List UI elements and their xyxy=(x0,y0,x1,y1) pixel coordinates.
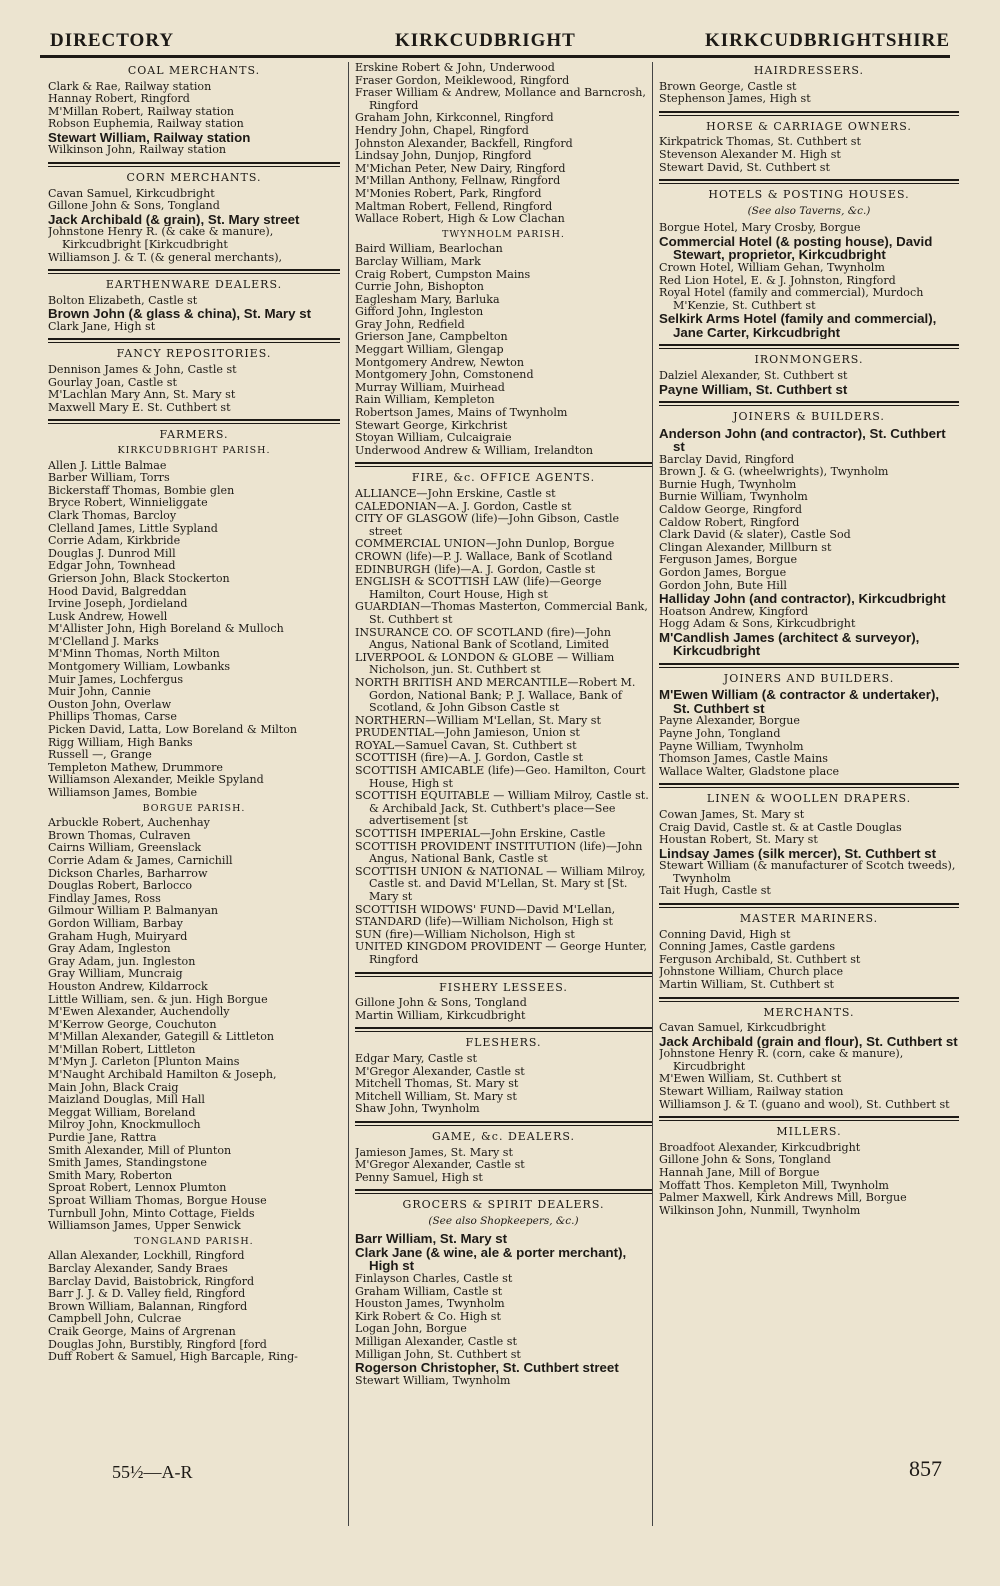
directory-entry: Brown Thomas, Culraven xyxy=(48,829,191,842)
directory-entry: Dickson Charles, Barharrow xyxy=(48,867,208,880)
directory-entry: Corrie Adam, Kirkbride xyxy=(48,535,181,548)
directory-entry: Houstan Robert, St. Mary st xyxy=(659,834,818,847)
directory-entry: Corrie Adam & James, Carnichill xyxy=(48,854,233,867)
directory-entry: Robson Euphemia, Railway station xyxy=(48,118,244,131)
directory-entry: Hood David, Balgreddan xyxy=(48,585,187,598)
directory-entry: Milligan John, St. Cuthbert st xyxy=(355,1348,521,1361)
directory-entry: Barclay David, Ringford xyxy=(659,453,795,466)
directory-entry: Wilkinson John, Nunmill, Twynholm xyxy=(659,1204,861,1217)
directory-entry: Duff Robert & Samuel, High Barcaple, Ring- xyxy=(48,1351,298,1364)
directory-entry: Barclay William, Mark xyxy=(355,255,481,268)
directory-entry: Smith Mary, Roberton xyxy=(48,1169,173,1182)
section-heading: GROCERS & SPIRIT DEALERS. xyxy=(402,1198,605,1212)
section-heading: HORSE & CARRIAGE OWNERS. xyxy=(706,119,912,133)
directory-entry: M'Candlish James (architect & surveyor), Kirkcudbright xyxy=(659,630,920,658)
directory-entry: Williamson J. & T. (guano and wool), St. Cuthbert st xyxy=(659,1098,950,1111)
directory-entry: Cavan Samuel, Kirkcudbright xyxy=(659,1022,826,1035)
directory-entry: Gourlay Joan, Castle st xyxy=(48,376,177,389)
directory-entry: Burnie Hugh, Twynholm xyxy=(659,478,797,491)
directory-entry: Underwood Andrew & William, Irelandton xyxy=(355,444,594,457)
directory-entry: Douglas Robert, Barlocco xyxy=(48,880,193,893)
section-divider xyxy=(355,1121,652,1126)
directory-entry: NORTHERN—William M'Lellan, St. Mary st xyxy=(355,714,601,727)
directory-entry: Campbell John, Culcrae xyxy=(48,1313,182,1326)
page-header xyxy=(40,30,950,56)
directory-entry: Houston James, Twynholm xyxy=(355,1298,505,1311)
directory-entry: Thomson James, Castle Mains xyxy=(659,753,828,766)
directory-entry: Selkirk Arms Hotel (family and commercial), Jane Carter, Kirkcudbright xyxy=(659,312,937,340)
directory-entry: Robertson James, Mains of Twynholm xyxy=(355,407,568,420)
directory-entry: Clark Jane (& wine, ale & porter merchant), High st xyxy=(355,1245,627,1273)
directory-entry: EDINBURGH (life)—A. J. Gordon, Castle st xyxy=(355,563,596,576)
directory-entry: Barr J. J. & D. Valley field, Ringford xyxy=(48,1288,246,1301)
directory-entry: Barber William, Torrs xyxy=(48,472,170,485)
header-right: KIRKCUDBRIGHTSHIRE xyxy=(705,30,950,51)
directory-entry: Palmer Maxwell, Kirk Andrews Mill, Borgue xyxy=(659,1192,907,1205)
section-divider xyxy=(355,1189,652,1194)
directory-entry: Little William, sen. & jun. High Borgue xyxy=(48,993,268,1006)
directory-entry: Lusk Andrew, Howell xyxy=(48,610,168,623)
directory-entry: M'Millan Alexander, Gategill & Littleton xyxy=(48,1031,275,1044)
directory-entry: Meggart William, Glengap xyxy=(355,344,504,357)
directory-entry: M'Ewen Alexander, Auchendolly xyxy=(48,1006,230,1019)
directory-entry: Broadfoot Alexander, Kirkcudbright xyxy=(659,1141,861,1154)
header-center: KIRKCUDBRIGHT xyxy=(395,30,576,51)
directory-entry: Maxwell Mary E. St. Cuthbert st xyxy=(48,401,231,414)
directory-entry: Meggat William, Boreland xyxy=(48,1106,196,1119)
directory-entry: Craik George, Mains of Argrenan xyxy=(48,1325,236,1338)
page-number: 857 xyxy=(909,1456,942,1481)
directory-entry: Brown John (& glass & china), St. Mary st xyxy=(48,307,312,321)
directory-entry: Russell —, Grange xyxy=(48,749,152,762)
parish-heading: TWYNHOLM PARISH. xyxy=(442,228,565,240)
directory-entry: Maizland Douglas, Mill Hall xyxy=(48,1094,205,1107)
directory-entry: Conning David, High st xyxy=(659,928,791,941)
directory-entry: Williamson J. & T. (& general merchants), xyxy=(48,251,283,264)
directory-entry: Johnston Alexander, Backfell, Ringford xyxy=(355,137,573,150)
directory-entry: Barclay Alexander, Sandy Braes xyxy=(48,1262,228,1275)
directory-entry: Murray William, Muirhead xyxy=(355,381,505,394)
directory-entry: Eaglesham Mary, Barluka xyxy=(355,293,500,306)
section-divider xyxy=(48,162,340,167)
directory-entry: Baird William, Bearlochan xyxy=(355,243,503,256)
directory-entry: NORTH BRITISH AND MERCANTILE—Robert M. Gordon, National Bank; P. J. Wallace, Bank of Scotland, & John Gibson Castle st xyxy=(355,676,636,715)
directory-entry: STANDARD (life)—William Nicholson, High st xyxy=(355,916,613,929)
directory-entry: Payne William, St. Cuthbert st xyxy=(659,382,848,396)
directory-entry: Brown George, Castle st xyxy=(659,80,797,93)
directory-entry: ROYAL—Samuel Cavan, St. Cuthbert st xyxy=(355,739,577,752)
directory-entry: Cowan James, St. Mary st xyxy=(659,808,805,821)
directory-entry: Hendry John, Chapel, Ringford xyxy=(355,124,529,137)
directory-entry: Hogg Adam & Sons, Kirkcudbright xyxy=(659,618,856,631)
directory-entry: Hoatson Andrew, Kingford xyxy=(659,605,809,618)
directory-entry: Rogerson Christopher, St. Cuthbert street xyxy=(355,1361,619,1375)
section-heading: FISHERY LESSEES. xyxy=(439,980,568,994)
directory-entry: Gordon James, Borgue xyxy=(659,566,787,579)
directory-entry: Allen J. Little Balmae xyxy=(48,459,167,472)
directory-entry: Gillone John & Sons, Tongland xyxy=(48,200,220,213)
directory-entry: SCOTTISH AMICABLE (life)—Geo. Hamilton, Court House, High st xyxy=(355,765,646,790)
directory-entry: M'Ewen William, St. Cuthbert st xyxy=(659,1073,842,1086)
directory-entry: Johnstone William, Church place xyxy=(659,966,844,979)
section-heading: GAME, &c. DEALERS. xyxy=(431,1129,575,1143)
directory-entry: Sproat William Thomas, Borgue House xyxy=(48,1195,267,1207)
directory-entry: Royal Hotel (family and commercial), Murdoch M'Kenzie, St. Cuthbert st xyxy=(659,287,924,312)
directory-entry: M'Minn Thomas, North Milton xyxy=(48,648,220,661)
directory-entry: Purdie Jane, Rattra xyxy=(48,1132,157,1145)
section-heading: FANCY REPOSITORIES. xyxy=(116,347,272,361)
section-divider xyxy=(659,344,959,349)
section-heading: CORN MERCHANTS. xyxy=(126,171,262,185)
directory-entry: ALLIANCE—John Erskine, Castle st xyxy=(355,488,556,500)
directory-entry: Payne William, Twynholm xyxy=(659,740,804,753)
directory-entry: Wallace Robert, High & Low Clachan xyxy=(355,213,565,226)
directory-entry: Dennison James & John, Castle st xyxy=(48,364,237,376)
directory-entry: Ferguson James, Borgue xyxy=(659,554,798,567)
directory-entry: Douglas John, Burstibly, Ringford [ford xyxy=(48,1338,267,1351)
directory-entry: Montgomery Andrew, Newton xyxy=(355,356,525,369)
signature-mark: 55½—A-R xyxy=(112,1462,193,1482)
directory-entry: Cairns William, Greenslack xyxy=(48,842,202,855)
directory-entry: M'Myn J. Carleton [Plunton Mains xyxy=(48,1056,240,1069)
directory-entry: SCOTTISH EQUITABLE — William Milroy, Castle st. & Archibald Jack, St. Cuthbert's place—See advertisement [st xyxy=(355,790,649,828)
section-divider xyxy=(48,269,340,274)
section-heading: EARTHENWARE DEALERS. xyxy=(105,278,283,292)
section-divider xyxy=(659,783,959,788)
directory-entry: Stewart George, Kirkchrist xyxy=(355,419,508,432)
section-divider xyxy=(659,663,959,668)
directory-entry: Caldow Robert, Ringford xyxy=(659,516,800,529)
directory-entry: Jamieson James, St. Mary st xyxy=(355,1146,513,1159)
directory-entry: Main John, Black Craig xyxy=(48,1081,179,1094)
directory-entry: Brown J. & G. (wheelwrights), Twynholm xyxy=(659,466,889,479)
directory-entry: Hannah Jane, Mill of Borgue xyxy=(659,1167,820,1180)
directory-entry: Finlayson Charles, Castle st xyxy=(355,1272,513,1285)
directory-entry: Currie John, Bishopton xyxy=(355,281,484,294)
directory-entry: Stevenson Alexander M. High st xyxy=(659,148,841,161)
directory-entry: Bryce Robert, Winnieliggate xyxy=(48,497,208,510)
header-rule xyxy=(40,55,950,58)
directory-entry: Cavan Samuel, Kirkcudbright xyxy=(48,187,215,200)
directory-entry: INSURANCE CO. OF SCOTLAND (fire)—John Angus, National Bank of Scotland, Limited xyxy=(355,626,612,652)
directory-entry: Stewart William, Twynholm xyxy=(355,1374,511,1387)
section-divider xyxy=(355,972,652,977)
parish-heading: KIRKCUDBRIGHT PARISH. xyxy=(117,444,271,456)
directory-entry: M'Michan Peter, New Dairy, Ringford xyxy=(355,162,566,175)
directory-entry: Sproat Robert, Lennox Plumton xyxy=(48,1182,227,1195)
section-note: (See also Taverns, &c.) xyxy=(747,204,871,217)
parish-heading: TONGLAND PARISH. xyxy=(134,1235,254,1247)
directory-entry: CITY OF GLASGOW (life)—John Gibson, Castle street xyxy=(355,513,620,538)
directory-entry: Johnstone Henry R. (corn, cake & manure), Kircudbright xyxy=(659,1048,904,1073)
section-heading: COAL MERCHANTS. xyxy=(127,64,261,77)
directory-entry: Stoyan William, Culcaigraie xyxy=(355,432,512,445)
directory-entry: Fraser Gordon, Meiklewood, Ringford xyxy=(355,74,570,87)
directory-entry: Gifford John, Ingleston xyxy=(355,306,484,319)
directory-entry: Craig Robert, Cumpston Mains xyxy=(355,268,531,281)
directory-entry: Martin William, Kirkcudbright xyxy=(355,1009,526,1022)
directory-entry: Caldow George, Ringford xyxy=(659,503,802,516)
section-divider xyxy=(355,462,652,467)
directory-entry: Red Lion Hotel, E. & J. Johnston, Ringford xyxy=(659,274,896,287)
directory-entry: M'Ewen William (& contractor & undertaker), St. Cuthbert st xyxy=(659,688,940,716)
directory-entry: M'Kerrow George, Couchuton xyxy=(48,1018,217,1031)
directory-entry: Barr William, St. Mary st xyxy=(355,1232,508,1246)
directory-entry: Commercial Hotel (& posting house), David Stewart, proprietor, Kirkcudbright xyxy=(659,234,933,262)
directory-entry: Jack Archibald (grain and flour), St. Cuthbert st xyxy=(659,1034,958,1049)
section-heading: IRONMONGERS. xyxy=(754,353,864,367)
section-divider xyxy=(659,111,959,116)
directory-entry: Edgar John, Townhead xyxy=(48,560,176,573)
directory-entry: Williamson James, Upper Senwick xyxy=(48,1220,241,1233)
directory-entry: M'Millan Robert, Railway station xyxy=(48,105,235,118)
section-heading: FARMERS. xyxy=(159,428,229,442)
directory-entry: Graham Hugh, Muiryard xyxy=(48,930,188,943)
directory-entry: PRUDENTIAL—John Jamieson, Union st xyxy=(355,727,580,740)
directory-entry: Edgar Mary, Castle st xyxy=(355,1052,477,1065)
section-heading: FLESHERS. xyxy=(465,1036,542,1050)
directory-entry: Clelland James, Little Sypland xyxy=(48,522,218,535)
directory-entry: M'Lachlan Mary Ann, St. Mary st xyxy=(48,389,236,402)
directory-entry: UNITED KINGDOM PROVIDENT — George Hunter, Ringford xyxy=(355,941,648,966)
directory-entry: Mitchell William, St. Mary st xyxy=(355,1090,517,1103)
directory-entry: GUARDIAN—Thomas Masterton, Commercial Bank, St. Cuthbert st xyxy=(355,601,648,626)
directory-entry: Borgue Hotel, Mary Crosby, Borgue xyxy=(659,222,861,235)
directory-entry: Arbuckle Robert, Auchenhay xyxy=(48,817,210,830)
directory-entry: Clark Thomas, Barcloy xyxy=(48,509,177,522)
directory-entry: Bolton Elizabeth, Castle st xyxy=(48,294,198,307)
directory-entry: Kirk Robert & Co. High st xyxy=(355,1310,501,1323)
directory-entry: Penny Samuel, High st xyxy=(355,1171,483,1184)
directory-entry: Montgomery William, Lowbanks xyxy=(48,661,231,674)
directory-entry: Gray William, Muncraig xyxy=(48,968,183,981)
directory-entry: Logan John, Borgue xyxy=(355,1323,467,1336)
section-divider xyxy=(659,903,959,908)
directory-entry: M'Monies Robert, Park, Ringford xyxy=(355,187,542,200)
directory-entry: Gilmour William P. Balmanyan xyxy=(48,905,219,918)
section-heading: HAIRDRESSERS. xyxy=(753,64,865,77)
directory-entry: Gray Adam, jun. Ingleston xyxy=(48,955,196,968)
directory-entry: Montgomery John, Comstonend xyxy=(355,369,534,382)
directory-entry: Muir James, Lochfergus xyxy=(48,673,184,686)
column-3 xyxy=(652,62,959,1526)
directory-entry: Burnie William, Twynholm xyxy=(659,491,808,504)
directory-entry: Grierson Jane, Campbelton xyxy=(355,331,508,344)
directory-entry: M'Clelland J. Marks xyxy=(48,635,159,648)
directory-entry: Picken David, Latta, Low Boreland & Milton xyxy=(48,724,298,737)
directory-entry: Shaw John, Twynholm xyxy=(355,1103,480,1116)
directory-entry: Gillone John & Sons, Tongland xyxy=(355,997,527,1010)
directory-entry: Clark & Rae, Railway station xyxy=(48,80,212,93)
directory-entry: Rigg William, High Banks xyxy=(48,736,193,749)
directory-entry: Halliday John (and contractor), Kirkcudbright xyxy=(659,592,946,606)
directory-entry: ENGLISH & SCOTTISH LAW (life)—George Hamilton, Court House, High st xyxy=(355,576,602,601)
directory-entry: Johnstone Henry R. (& cake & manure), Kirkcudbright [Kirkcudbright xyxy=(48,226,274,251)
directory-entry: Craig David, Castle st. & at Castle Douglas xyxy=(659,821,902,834)
section-heading: MERCHANTS. xyxy=(763,1005,855,1019)
directory-entry: Tait Hugh, Castle st xyxy=(659,885,771,898)
section-heading: FIRE, &c. OFFICE AGENTS. xyxy=(411,471,596,485)
directory-entry: SCOTTISH UNION & NATIONAL — William Milroy, Castle st. and David M'Lellan, St. Mary st [St. Mary st xyxy=(355,865,646,903)
directory-entry: Smith Alexander, Mill of Plunton xyxy=(48,1144,232,1157)
directory-entry: Payne Alexander, Borgue xyxy=(659,715,800,728)
directory-entry: Houston Andrew, Kildarrock xyxy=(48,980,208,993)
column-1 xyxy=(48,62,340,1526)
directory-entry: Douglas J. Dunrod Mill xyxy=(48,547,176,560)
directory-entry: Conning James, Castle gardens xyxy=(659,941,836,954)
section-divider xyxy=(355,1027,652,1032)
directory-entry: Erskine Robert & John, Underwood xyxy=(355,62,555,74)
directory-entry: Ouston John, Overlaw xyxy=(48,698,172,711)
directory-entry: Dalziel Alexander, St. Cuthbert st xyxy=(659,369,848,382)
directory-entry: Irvine Joseph, Jordieland xyxy=(48,598,188,611)
directory-entry: Hannay Robert, Ringford xyxy=(48,93,190,106)
directory-entry: Mitchell Thomas, St. Mary st xyxy=(355,1078,519,1091)
directory-entry: SCOTTISH WIDOWS' FUND—David M'Lellan, xyxy=(355,903,616,916)
directory-entry: Allan Alexander, Lockhill, Ringford xyxy=(48,1250,245,1263)
header-left: DIRECTORY xyxy=(50,30,175,51)
directory-entry: Gray Adam, Ingleston xyxy=(48,943,171,956)
directory-entry: Bickerstaff Thomas, Bombie glen xyxy=(48,484,235,497)
directory-entry: Moffatt Thos. Kempleton Mill, Twynholm xyxy=(659,1179,889,1192)
directory-entry: Stewart William, Railway station xyxy=(48,130,251,145)
directory-entry: Kirkpatrick Thomas, St. Cuthbert st xyxy=(659,136,861,149)
directory-entry: M'Naught Archibald Hamilton & Joseph, xyxy=(48,1069,277,1082)
section-heading: MILLERS. xyxy=(776,1125,842,1139)
directory-entry: Muir John, Cannie xyxy=(48,686,151,699)
directory-entry: Clark Jane, High st xyxy=(48,320,156,333)
directory-entry: Lindsay John, Dunjop, Ringford xyxy=(355,150,532,163)
directory-entry: Templeton Mathew, Drummore xyxy=(48,761,223,774)
directory-entry: Fraser William & Andrew, Mollance and Barncrosh, Ringford xyxy=(355,87,646,112)
directory-entry: Lindsay James (silk mercer), St. Cuthbert st xyxy=(659,846,937,861)
section-note: (See also Shopkeepers, &c.) xyxy=(428,1214,579,1227)
directory-entry: SUN (fire)—William Nicholson, High st xyxy=(355,928,575,941)
section-divider xyxy=(659,401,959,406)
directory-entry: Wilkinson John, Railway station xyxy=(48,144,227,157)
directory-entry: Clingan Alexander, Millburn st xyxy=(659,541,832,554)
directory-entry: Maltman Robert, Fellend, Ringford xyxy=(355,200,553,213)
directory-entry: Williamson Alexander, Meikle Spyland xyxy=(48,774,264,787)
directory-entry: Milligan Alexander, Castle st xyxy=(355,1335,517,1348)
section-divider xyxy=(48,419,340,424)
directory-entry: Gordon William, Barbay xyxy=(48,917,183,930)
directory-entry: M'Millan Robert, Littleton xyxy=(48,1043,196,1056)
directory-entry: Graham John, Kirkconnel, Ringford xyxy=(355,112,554,125)
directory-entry: Gray John, Redfield xyxy=(355,318,465,331)
directory-entry: Payne John, Tongland xyxy=(659,728,781,740)
directory-entry: SCOTTISH IMPERIAL—John Erskine, Castle xyxy=(355,828,606,841)
directory-entry: Rain William, Kempleton xyxy=(355,394,495,407)
directory-entry: Turnbull John, Minto Cottage, Fields xyxy=(48,1207,255,1220)
section-heading: JOINERS & BUILDERS. xyxy=(733,410,885,423)
section-divider xyxy=(659,997,959,1002)
directory-entry: Grierson John, Black Stockerton xyxy=(48,572,230,585)
section-heading: HOTELS & POSTING HOUSES. xyxy=(708,188,910,202)
directory-entry: SCOTTISH (fire)—A. J. Gordon, Castle st xyxy=(355,752,583,765)
directory-entry: Milroy John, Knockmulloch xyxy=(48,1119,201,1132)
directory-entry: Clark David (& slater), Castle Sod xyxy=(659,529,851,542)
directory-entry: Graham William, Castle st xyxy=(355,1285,503,1298)
directory-entry: Ferguson Archibald, St. Cuthbert st xyxy=(659,953,861,966)
column-2 xyxy=(348,62,652,1526)
directory-entry: Smith James, Standingstone xyxy=(48,1157,207,1170)
directory-entry: M'Allister John, High Boreland & Mulloch xyxy=(48,623,284,636)
directory-entry: COMMERCIAL UNION—John Dunlop, Borgue xyxy=(355,538,615,551)
section-divider xyxy=(48,338,340,343)
directory-entry: M'Gregor Alexander, Castle st xyxy=(355,1159,525,1172)
directory-entry: Jack Archibald (& grain), St. Mary street xyxy=(48,212,300,227)
section-heading: MASTER MARINERS. xyxy=(739,912,879,926)
directory-entry: Martin William, St. Cuthbert st xyxy=(659,979,834,991)
directory-entry: M'Gregor Alexander, Castle st xyxy=(355,1065,525,1078)
directory-entry: Stephenson James, High st xyxy=(659,93,811,106)
section-heading: JOINERS AND BUILDERS. xyxy=(723,671,895,685)
directory-entry: LIVERPOOL & LONDON & GLOBE — William Nicholson, jun. St. Cuthbert st xyxy=(355,651,615,677)
directory-entry: Brown William, Balannan, Ringford xyxy=(48,1300,248,1313)
directory-entry: Phillips Thomas, Carse xyxy=(48,711,177,724)
directory-entry: Findlay James, Ross xyxy=(48,892,161,905)
directory-entry: CALEDONIAN—A. J. Gordon, Castle st xyxy=(355,500,572,513)
directory-entry: Crown Hotel, William Gehan, Twynholm xyxy=(659,261,885,274)
directory-entry: M'Millan Anthony, Fellnaw, Ringford xyxy=(355,175,561,188)
directory-entry: Williamson James, Bombie xyxy=(48,787,198,799)
directory-entry: CROWN (life)—P. J. Wallace, Bank of Scotland xyxy=(355,550,613,563)
section-heading: LINEN & WOOLLEN DRAPERS. xyxy=(706,792,912,806)
directory-entry: Stewart David, St. Cuthbert st xyxy=(659,161,830,174)
parish-heading: BORGUE PARISH. xyxy=(142,802,246,814)
directory-entry: Gordon John, Bute Hill xyxy=(659,579,787,592)
section-divider xyxy=(659,179,959,184)
directory-entry: Anderson John (and contractor), St. Cuthbert st xyxy=(659,426,946,454)
directory-entry: Stewart William (& manufacturer of Scotch tweeds), Twynholm xyxy=(659,860,956,885)
directory-entry: Barclay David, Baistobrick, Ringford xyxy=(48,1275,255,1288)
directory-entry: Gillone John & Sons, Tongland xyxy=(659,1154,831,1167)
section-divider xyxy=(659,1116,959,1121)
directory-entry: Stewart William, Railway station xyxy=(659,1086,844,1099)
directory-entry: SCOTTISH PROVIDENT INSTITUTION (life)—John Angus, National Bank, Castle st xyxy=(355,840,643,866)
directory-entry: Wallace Walter, Gladstone place xyxy=(659,765,840,778)
